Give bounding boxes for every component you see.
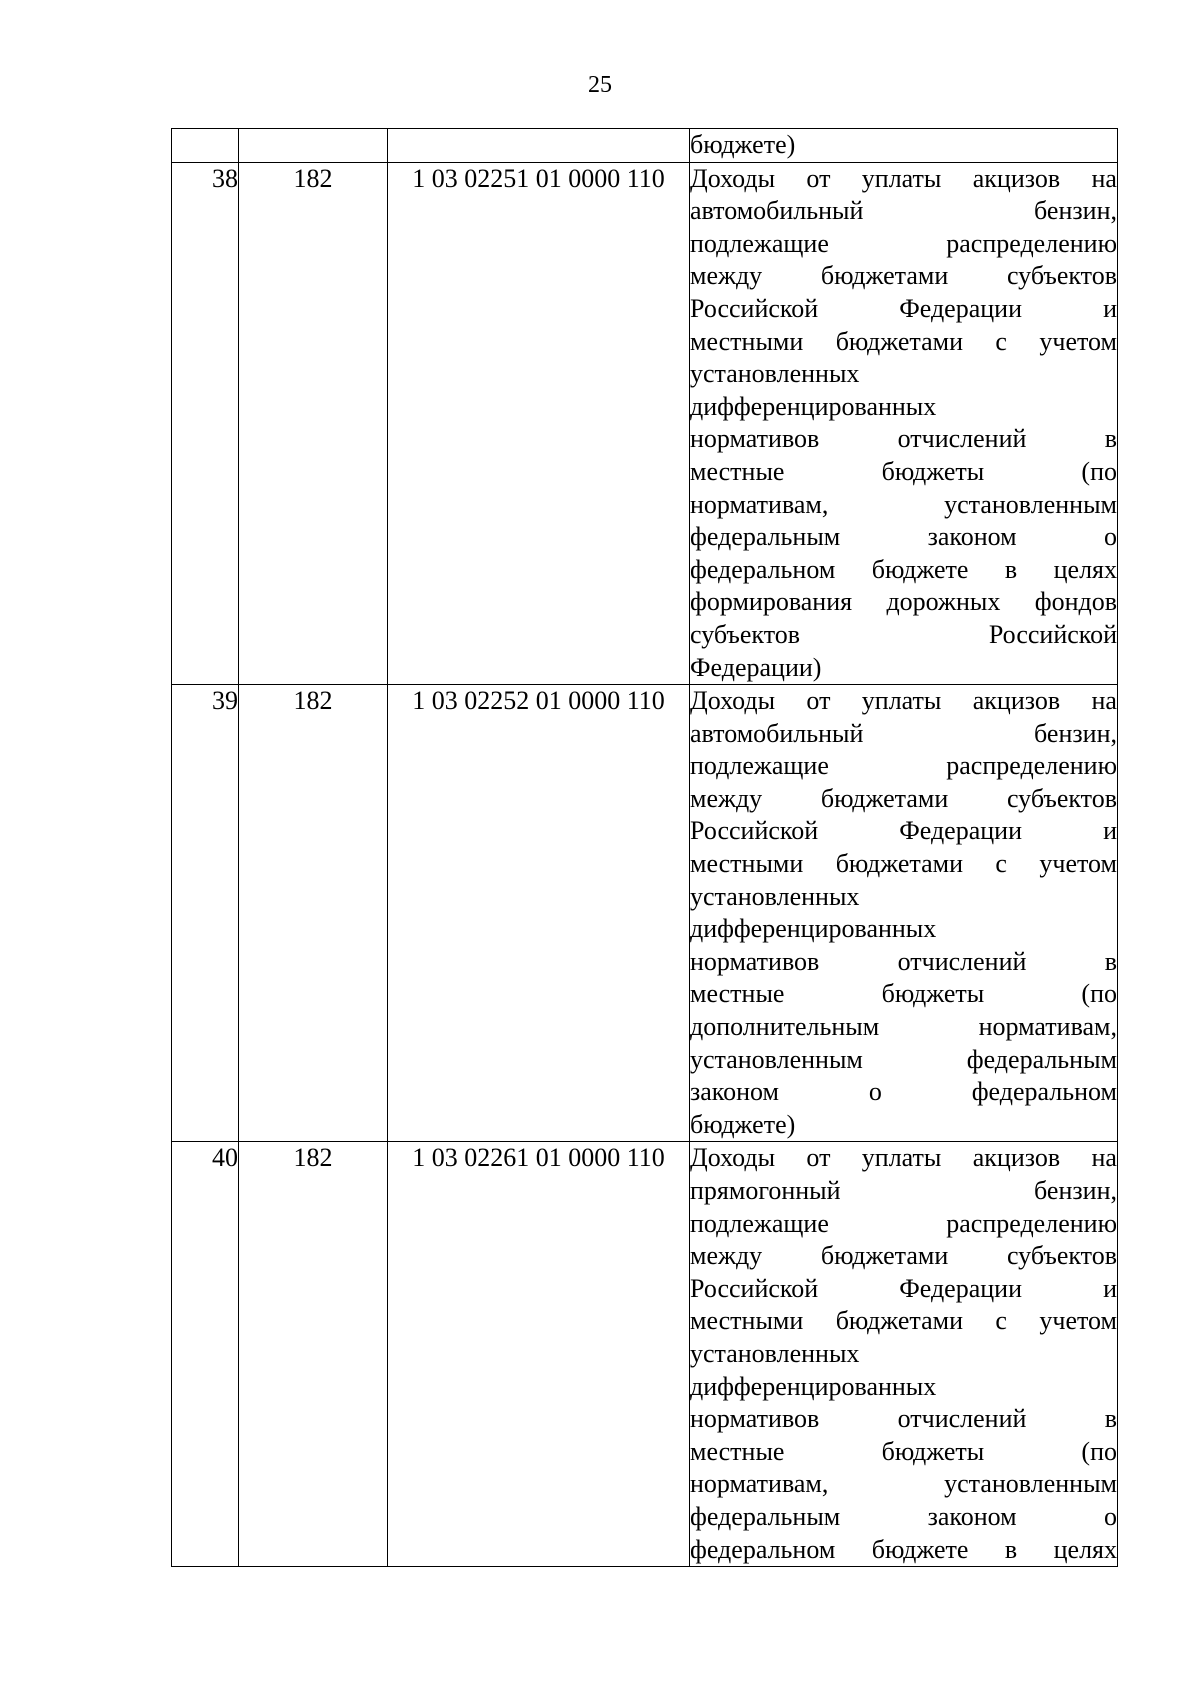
income-name-line: нормативов отчислений в: [690, 1404, 1117, 1434]
income-name-line: бюджете): [690, 130, 796, 159]
admin-code-cell: [239, 129, 388, 163]
income-name-line: Доходы от уплаты акцизов на: [690, 1143, 1117, 1173]
admin-code-cell: 182: [239, 1142, 388, 1567]
income-name-line: законом о федеральном: [690, 1077, 1117, 1107]
income-name-line: подлежащие распределению: [690, 228, 1117, 258]
income-name-line: автомобильный бензин,: [690, 718, 1117, 748]
row-number-cell: 40: [172, 1142, 239, 1567]
income-name-line: подлежащие распределению: [690, 751, 1117, 781]
row-number-cell: [172, 129, 239, 163]
income-name-cell: [690, 162, 1118, 685]
income-name-line: Российской Федерации и: [690, 816, 1117, 846]
income-name-line: нормативов отчислений в: [690, 424, 1117, 454]
table-row: [172, 162, 1118, 685]
income-name-line: бюджете): [690, 1109, 796, 1139]
income-name-line: Доходы от уплаты акцизов на: [690, 686, 1117, 716]
income-codes-table: [171, 128, 1118, 1567]
row-number-cell: 39: [172, 685, 239, 1142]
income-name-line: Федерации): [690, 652, 822, 682]
income-name-line: установленных: [690, 881, 860, 911]
table-body: [172, 129, 1118, 1567]
income-name-line: местные бюджеты (по: [690, 979, 1117, 1009]
income-name-line: нормативам, установленным: [690, 489, 1117, 519]
income-name-line: автомобильный бензин,: [690, 196, 1117, 226]
income-name-line: местные бюджеты (по: [690, 456, 1117, 486]
income-name-line: Российской Федерации и: [690, 1273, 1117, 1303]
table-row: [172, 1142, 1118, 1567]
row-number-cell: 38: [172, 162, 239, 685]
income-name-line: дифференцированных: [690, 914, 937, 944]
budget-classification-code-cell: 1 03 02261 01 0000 110: [388, 1142, 690, 1567]
income-name-line: установленным федеральным: [690, 1044, 1117, 1074]
income-name-line: установленных: [690, 359, 860, 389]
income-name-cell: [690, 129, 1118, 163]
table-row: [172, 129, 1118, 163]
income-name-cell: [690, 685, 1118, 1142]
budget-classification-code-cell: 1 03 02252 01 0000 110: [388, 685, 690, 1142]
income-name-line: местными бюджетами с учетом: [690, 326, 1117, 356]
income-name-line: между бюджетами субъектов: [690, 261, 1117, 291]
income-name-line: федеральном бюджете в целях: [690, 554, 1117, 584]
income-name-line: Доходы от уплаты акцизов на: [690, 163, 1117, 193]
income-name-line: федеральном бюджете в целях: [690, 1534, 1117, 1564]
admin-code-cell: 182: [239, 685, 388, 1142]
income-name-line: дополнительным нормативам,: [690, 1012, 1117, 1042]
income-name-line: дифференцированных: [690, 391, 937, 421]
page-number: 25: [588, 72, 612, 98]
income-name-line: формирования дорожных фондов: [690, 587, 1117, 617]
income-name-line: подлежащие распределению: [690, 1208, 1117, 1238]
table-row: [172, 685, 1118, 1142]
income-name-line: прямогонный бензин,: [690, 1176, 1117, 1205]
income-name-line: дифференцированных: [690, 1371, 937, 1401]
income-name-line: федеральным законом о: [690, 522, 1117, 552]
income-name-line: субъектов Российской: [690, 619, 1117, 649]
income-name-line: нормативам, установленным: [690, 1469, 1117, 1499]
income-name-cell: [690, 1142, 1118, 1567]
income-name-line: местными бюджетами с учетом: [690, 849, 1117, 879]
income-name-line: между бюджетами субъектов: [690, 783, 1117, 813]
income-name-line: установленных: [690, 1338, 860, 1368]
income-name-line: нормативов отчислений в: [690, 946, 1117, 976]
income-name-line: местные бюджеты (по: [690, 1436, 1117, 1466]
income-name-line: между бюджетами субъектов: [690, 1241, 1117, 1271]
income-name-line: Российской Федерации и: [690, 293, 1117, 323]
admin-code-cell: 182: [239, 162, 388, 685]
budget-classification-code-cell: [388, 129, 690, 163]
budget-classification-code-cell: 1 03 02251 01 0000 110: [388, 162, 690, 685]
income-name-line: федеральным законом о: [690, 1501, 1117, 1531]
income-name-line: местными бюджетами с учетом: [690, 1306, 1117, 1336]
